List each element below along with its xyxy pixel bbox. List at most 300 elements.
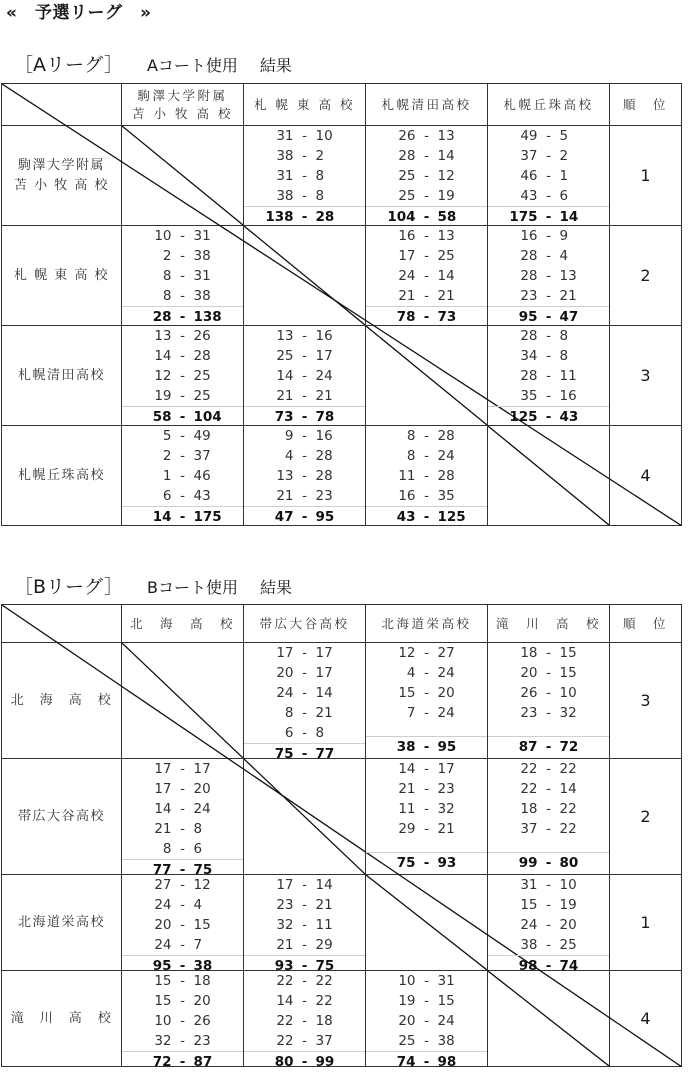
total-own: 58 (152, 409, 172, 425)
score-own: 32 (154, 1033, 172, 1049)
total-own: 80 (274, 1054, 294, 1070)
game-score (488, 875, 609, 895)
game-score (122, 915, 243, 935)
game-score (244, 643, 365, 663)
game-scores (366, 226, 487, 306)
rank-cell: 4 (610, 426, 682, 526)
game-score (122, 346, 243, 366)
column-header-label: 苫 小 牧 高 校 (132, 105, 233, 121)
score-own: 24 (276, 685, 294, 701)
game-score (366, 246, 487, 266)
game-score (122, 286, 243, 306)
score-opponent: 13 (437, 128, 455, 144)
total-opponent: 38 (193, 958, 213, 974)
score-dash: - (546, 368, 551, 384)
game-score (244, 915, 365, 935)
match-result (122, 226, 243, 324)
game-score (122, 895, 243, 915)
score-dash: - (302, 128, 307, 144)
match-result (122, 326, 243, 424)
game-scores (122, 426, 243, 506)
score-own: 46 (520, 168, 538, 184)
score-opponent: 28 (193, 348, 211, 364)
column-header-label: 帯広大谷高校 (259, 615, 350, 631)
score-dash: - (546, 917, 551, 933)
total-score (244, 406, 365, 427)
score-own: 18 (520, 801, 538, 817)
match-result (488, 326, 609, 424)
total-dash: - (179, 409, 186, 425)
score-own: 22 (520, 761, 538, 777)
game-score (488, 186, 609, 206)
score-opponent: 37 (193, 448, 211, 464)
diagonal-line (488, 971, 609, 1066)
game-score (244, 895, 365, 915)
game-scores (366, 643, 487, 723)
game-score (488, 266, 609, 286)
score-own: 17 (154, 761, 172, 777)
total-opponent: 87 (193, 1054, 213, 1070)
score-dash: - (424, 801, 429, 817)
game-score (244, 186, 365, 206)
score-opponent: 15 (559, 645, 577, 661)
total-opponent: 74 (559, 958, 579, 974)
total-own: 93 (274, 958, 294, 974)
total-score (122, 406, 243, 427)
score-own: 29 (398, 821, 416, 837)
match-result (244, 971, 365, 1070)
total-score (488, 206, 609, 227)
score-own: 4 (284, 448, 294, 464)
total-opponent: 72 (559, 739, 579, 755)
score-dash: - (424, 685, 429, 701)
score-opponent: 14 (437, 148, 455, 164)
score-opponent: 29 (315, 937, 333, 953)
score-dash: - (302, 448, 307, 464)
score-opponent: 15 (559, 665, 577, 681)
score-dash: - (302, 148, 307, 164)
score-dash: - (302, 1033, 307, 1049)
score-dash: - (424, 1013, 429, 1029)
row-header-label: 札幌清田高校 (17, 367, 105, 383)
score-own: 35 (520, 388, 538, 404)
score-own: 26 (520, 685, 538, 701)
score-opponent: 14 (315, 685, 333, 701)
score-own: 7 (406, 705, 416, 721)
total-score (122, 306, 243, 327)
game-score (366, 683, 487, 703)
score-opponent: 28 (315, 448, 333, 464)
score-opponent: 38 (437, 1033, 455, 1049)
score-dash: - (546, 228, 551, 244)
score-own: 34 (520, 348, 538, 364)
score-dash: - (546, 268, 551, 284)
row-header-label: 札 幌 東 高 校 (13, 267, 110, 283)
total-score (244, 506, 365, 527)
score-opponent: 20 (559, 917, 577, 933)
score-dash: - (180, 1033, 185, 1049)
score-own: 15 (398, 685, 416, 701)
total-score (366, 506, 487, 527)
score-opponent: 37 (315, 1033, 333, 1049)
score-dash: - (180, 897, 185, 913)
total-dash: - (545, 209, 552, 225)
self-match-cell (122, 643, 244, 759)
score-own: 15 (520, 897, 538, 913)
score-opponent: 13 (559, 268, 577, 284)
game-score (488, 643, 609, 663)
score-own: 17 (276, 877, 294, 893)
header-row (2, 84, 682, 126)
rank-cell: 1 (610, 875, 682, 971)
game-score (488, 663, 609, 683)
score-opponent: 2 (315, 148, 325, 164)
score-own: 23 (276, 897, 294, 913)
game-score (244, 991, 365, 1011)
game-score (366, 991, 487, 1011)
game-score (122, 839, 243, 859)
rank-cell: 2 (610, 226, 682, 326)
total-own: 78 (396, 309, 416, 325)
score-dash: - (180, 877, 185, 893)
score-dash: - (302, 1013, 307, 1029)
game-scores (488, 226, 609, 306)
score-dash: - (546, 148, 551, 164)
score-opponent: 22 (315, 973, 333, 989)
game-score (244, 126, 365, 146)
score-dash: - (546, 877, 551, 893)
score-own: 28 (520, 268, 538, 284)
game-score (122, 971, 243, 991)
row-header-label: 北 海 高 校 (10, 692, 113, 708)
game-score (244, 346, 365, 366)
score-dash: - (424, 268, 429, 284)
score-dash: - (546, 665, 551, 681)
match-result (488, 643, 609, 757)
game-score (244, 723, 365, 743)
total-own: 104 (387, 209, 416, 225)
score-dash: - (302, 665, 307, 681)
score-own: 22 (276, 1033, 294, 1049)
total-opponent: 43 (559, 409, 579, 425)
game-score (366, 486, 487, 506)
score-own: 11 (398, 468, 416, 484)
total-dash: - (423, 1054, 430, 1070)
game-score (244, 703, 365, 723)
score-opponent: 8 (315, 168, 325, 184)
rank-header-label: 順 位 (622, 96, 668, 112)
score-opponent: 35 (437, 488, 455, 504)
score-own: 15 (154, 973, 172, 989)
score-own: 23 (520, 705, 538, 721)
column-header-label: 駒澤大学附属 (137, 87, 228, 103)
game-score (488, 703, 609, 723)
game-score (122, 326, 243, 346)
score-opponent: 7 (193, 937, 203, 953)
score-opponent: 32 (437, 801, 455, 817)
total-score (244, 1051, 365, 1072)
score-dash: - (180, 917, 185, 933)
score-own: 12 (398, 645, 416, 661)
score-dash: - (180, 1013, 185, 1029)
league-b-heading (14, 572, 292, 599)
score-own: 25 (398, 188, 416, 204)
score-opponent: 19 (559, 897, 577, 913)
match-result-cell (488, 126, 610, 226)
score-opponent: 17 (315, 348, 333, 364)
score-own: 21 (398, 781, 416, 797)
score-dash: - (302, 328, 307, 344)
game-scores (122, 326, 243, 406)
game-score (244, 935, 365, 955)
match-result (244, 326, 365, 424)
game-score (366, 703, 487, 723)
score-own: 18 (520, 645, 538, 661)
score-opponent: 4 (559, 248, 569, 264)
score-opponent: 24 (315, 368, 333, 384)
score-opponent: 26 (193, 328, 211, 344)
score-dash: - (424, 705, 429, 721)
game-score (488, 346, 609, 366)
score-own: 17 (398, 248, 416, 264)
score-opponent: 38 (193, 288, 211, 304)
score-opponent: 26 (193, 1013, 211, 1029)
score-dash: - (302, 973, 307, 989)
score-own: 16 (398, 488, 416, 504)
total-dash: - (545, 958, 552, 974)
score-dash: - (424, 428, 429, 444)
spacer (366, 723, 487, 736)
match-result-cell (122, 426, 244, 526)
game-score (244, 486, 365, 506)
score-dash: - (546, 388, 551, 404)
game-score (122, 875, 243, 895)
score-opponent: 49 (193, 428, 211, 444)
score-dash: - (302, 488, 307, 504)
game-score (244, 663, 365, 683)
score-own: 37 (520, 148, 538, 164)
score-own: 25 (398, 1033, 416, 1049)
score-own: 8 (406, 428, 416, 444)
score-opponent: 32 (559, 705, 577, 721)
score-own: 11 (398, 801, 416, 817)
row-header-label: 駒澤大学附属 (17, 157, 105, 173)
game-scores (122, 971, 243, 1051)
total-dash: - (179, 1054, 186, 1070)
game-scores (122, 226, 243, 306)
game-score (244, 1031, 365, 1051)
score-own: 14 (154, 801, 172, 817)
score-own: 14 (154, 348, 172, 364)
total-dash: - (301, 409, 308, 425)
score-own: 13 (276, 328, 294, 344)
score-opponent: 31 (437, 973, 455, 989)
score-own: 43 (520, 188, 538, 204)
score-opponent: 24 (193, 801, 211, 817)
league-a-court: Aコート使用 (146, 56, 238, 75)
score-own: 12 (154, 368, 172, 384)
score-dash: - (180, 348, 185, 364)
score-opponent: 25 (193, 388, 211, 404)
score-own: 24 (520, 917, 538, 933)
row-header-label: 帯広大谷高校 (17, 808, 105, 824)
game-scores (366, 759, 487, 839)
score-own: 8 (406, 448, 416, 464)
game-score (366, 446, 487, 466)
game-score (366, 663, 487, 683)
game-score (244, 166, 365, 186)
score-dash: - (546, 821, 551, 837)
match-result-cell (488, 326, 610, 426)
score-own: 2 (162, 448, 172, 464)
game-score (122, 935, 243, 955)
game-score (244, 446, 365, 466)
score-opponent: 20 (193, 993, 211, 1009)
score-dash: - (302, 168, 307, 184)
score-opponent: 11 (315, 917, 333, 933)
match-result-cell (244, 971, 366, 1070)
game-score (122, 266, 243, 286)
score-opponent: 24 (437, 448, 455, 464)
game-score (122, 1011, 243, 1031)
match-result (122, 759, 243, 878)
score-own: 31 (520, 877, 538, 893)
score-opponent: 2 (559, 148, 569, 164)
score-opponent: 24 (437, 1013, 455, 1029)
self-match-cell (122, 126, 244, 226)
game-scores (244, 875, 365, 955)
score-opponent: 6 (193, 841, 203, 857)
game-score (488, 779, 609, 799)
game-scores (366, 426, 487, 506)
score-own: 38 (276, 148, 294, 164)
score-dash: - (180, 288, 185, 304)
total-own: 75 (396, 855, 416, 871)
game-score (122, 991, 243, 1011)
rank-cell: 3 (610, 643, 682, 759)
score-dash: - (302, 917, 307, 933)
score-dash: - (424, 821, 429, 837)
game-scores (244, 643, 365, 743)
total-opponent: 47 (559, 309, 579, 325)
total-dash: - (423, 209, 430, 225)
game-score (488, 326, 609, 346)
score-dash: - (302, 645, 307, 661)
diagonal-line (488, 426, 609, 525)
rank-cell: 1 (610, 126, 682, 226)
match-result-cell (366, 643, 488, 759)
score-dash: - (180, 388, 185, 404)
self-match-cell (488, 971, 610, 1067)
match-result (488, 226, 609, 324)
score-own: 31 (276, 168, 294, 184)
total-score (366, 306, 487, 327)
score-opponent: 28 (437, 468, 455, 484)
score-dash: - (424, 168, 429, 184)
total-opponent: 28 (315, 209, 335, 225)
score-own: 32 (276, 917, 294, 933)
match-result (488, 875, 609, 974)
match-result (244, 126, 365, 224)
score-opponent: 14 (559, 781, 577, 797)
page-title: « 予選リーグ » (6, 3, 152, 23)
score-dash: - (180, 781, 185, 797)
game-score (366, 971, 487, 991)
score-opponent: 16 (315, 328, 333, 344)
game-score (366, 1011, 487, 1031)
score-dash: - (546, 128, 551, 144)
score-own: 21 (276, 388, 294, 404)
total-dash: - (545, 855, 552, 871)
score-opponent: 31 (193, 268, 211, 284)
score-opponent: 22 (315, 993, 333, 1009)
game-scores (244, 426, 365, 506)
score-dash: - (546, 781, 551, 797)
column-header-label: 札幌清田高校 (381, 96, 472, 112)
score-opponent: 20 (437, 685, 455, 701)
score-dash: - (424, 248, 429, 264)
diagonal-line (244, 759, 365, 874)
score-own: 27 (154, 877, 172, 893)
game-score (366, 799, 487, 819)
total-opponent: 14 (559, 209, 579, 225)
total-opponent: 98 (437, 1054, 457, 1070)
score-dash: - (424, 448, 429, 464)
game-scores (366, 971, 487, 1051)
game-score (122, 246, 243, 266)
game-score (488, 366, 609, 386)
total-score (488, 306, 609, 327)
score-dash: - (546, 685, 551, 701)
score-own: 22 (276, 973, 294, 989)
score-own: 22 (276, 1013, 294, 1029)
total-dash: - (301, 958, 308, 974)
score-dash: - (302, 993, 307, 1009)
match-result (366, 643, 487, 757)
score-dash: - (180, 973, 185, 989)
match-result (122, 971, 243, 1070)
score-opponent: 8 (315, 188, 325, 204)
score-dash: - (302, 685, 307, 701)
game-score (244, 971, 365, 991)
score-dash: - (180, 268, 185, 284)
score-opponent: 6 (559, 188, 569, 204)
game-score (244, 386, 365, 406)
total-opponent: 99 (315, 1054, 335, 1070)
game-scores (122, 759, 243, 859)
score-dash: - (424, 468, 429, 484)
score-dash: - (546, 645, 551, 661)
total-dash: - (179, 509, 186, 525)
score-dash: - (180, 821, 185, 837)
total-score (366, 736, 487, 757)
score-opponent: 18 (315, 1013, 333, 1029)
score-dash: - (546, 348, 551, 364)
column-header-label: 札 幌 東 高 校 (254, 96, 355, 112)
total-own: 87 (518, 739, 538, 755)
score-opponent: 21 (559, 288, 577, 304)
total-own: 28 (152, 309, 172, 325)
score-own: 13 (154, 328, 172, 344)
score-dash: - (424, 128, 429, 144)
corner-cell (2, 605, 122, 643)
match-result-cell (366, 426, 488, 526)
score-opponent: 24 (437, 665, 455, 681)
game-score (488, 386, 609, 406)
score-opponent: 17 (315, 645, 333, 661)
match-result-cell (366, 759, 488, 875)
total-own: 74 (396, 1054, 416, 1070)
